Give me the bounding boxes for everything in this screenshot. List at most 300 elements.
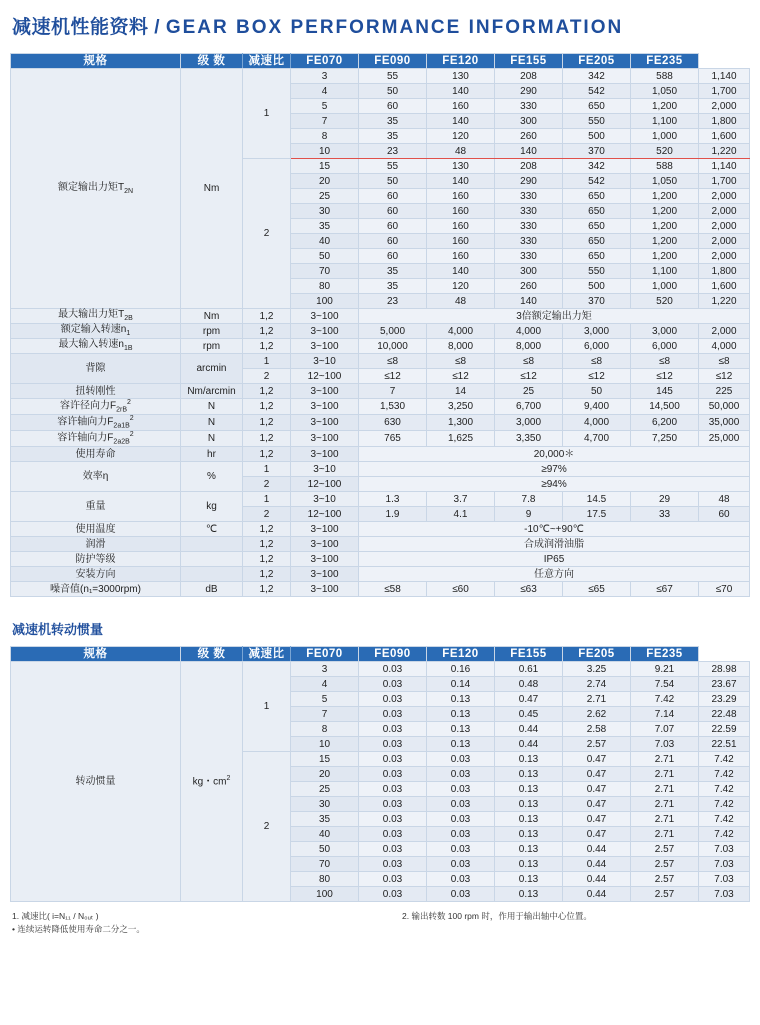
table-row <box>11 552 750 567</box>
perf-value: 160 <box>427 99 495 114</box>
inertia-value: 7.42 <box>631 692 699 707</box>
perf-spec-ratio: 3~100 <box>291 415 359 431</box>
inertia-value: 0.03 <box>359 722 427 737</box>
perf-spec-ratio: 3~100 <box>291 582 359 597</box>
perf-value: ≤8 <box>563 354 631 369</box>
perf-spec-label: 扭转刚性 <box>11 384 181 399</box>
perf-value: 1,140 <box>699 69 750 84</box>
perf-value: 300 <box>495 114 563 129</box>
perf-value: 35 <box>359 279 427 294</box>
inertia-value: 9.21 <box>631 662 699 677</box>
inertia-ratio: 8 <box>291 722 359 737</box>
inertia-value: 2.71 <box>631 827 699 842</box>
inertia-header-row <box>11 647 750 662</box>
perf-value: 1,000 <box>631 129 699 144</box>
table-row <box>11 447 750 462</box>
inertia-ratio: 25 <box>291 782 359 797</box>
perf-value: ≤65 <box>563 582 631 597</box>
perf-value: 4,000 <box>427 324 495 339</box>
perf-span-value: 任意方向 <box>359 567 750 582</box>
perf-value: 330 <box>495 189 563 204</box>
perf-value: 48 <box>427 294 495 309</box>
inertia-value: 0.45 <box>495 707 563 722</box>
perf-value: 330 <box>495 204 563 219</box>
perf-value: 3,000 <box>631 324 699 339</box>
perf-value: 1.3 <box>359 492 427 507</box>
perf-value: 55 <box>359 69 427 84</box>
inertia-value: 7.03 <box>699 872 750 887</box>
inertia-value: 0.47 <box>563 797 631 812</box>
inertia-value: 7.42 <box>699 812 750 827</box>
perf-value: ≤8 <box>495 354 563 369</box>
inertia-value: 0.13 <box>495 767 563 782</box>
inertia-value: 0.44 <box>563 887 631 902</box>
perf-value: ≤8 <box>631 354 699 369</box>
inertia-value: 0.44 <box>495 722 563 737</box>
inertia-value: 0.03 <box>427 797 495 812</box>
inertia-value: 0.47 <box>563 812 631 827</box>
perf-spec-label: 润滑 <box>11 537 181 552</box>
inertia-value: 0.13 <box>495 857 563 872</box>
inertia-value: 22.59 <box>699 722 750 737</box>
inertia-stage-1: 1 <box>243 662 291 752</box>
perf-value: 588 <box>631 159 699 174</box>
perf-ratio: 3 <box>291 69 359 84</box>
inertia-value: 0.13 <box>495 782 563 797</box>
inertia-value: 0.03 <box>427 887 495 902</box>
perf-value: ≤8 <box>359 354 427 369</box>
inertia-value: 0.03 <box>427 782 495 797</box>
page-title-zh: 减速机性能资料 / <box>12 17 161 38</box>
perf-spec-stage: 2 <box>243 477 291 492</box>
perf-spec-ratio: 12~100 <box>291 477 359 492</box>
perf-value: 208 <box>495 69 563 84</box>
perf-header-row <box>11 54 750 69</box>
perf-value: 630 <box>359 415 427 431</box>
inertia-value: 2.71 <box>631 812 699 827</box>
perf-value: ≤60 <box>427 582 495 597</box>
perf-spec-stage: 1 <box>243 462 291 477</box>
perf-spec-unit: kg <box>181 492 243 522</box>
inertia-value: 23.29 <box>699 692 750 707</box>
inertia-value: 0.03 <box>359 812 427 827</box>
perf-value: 60 <box>359 234 427 249</box>
inertia-value: 0.47 <box>495 692 563 707</box>
page-title <box>12 12 750 39</box>
perf-value: 160 <box>427 189 495 204</box>
perf-spec-label: 防护等级 <box>11 552 181 567</box>
perf-value: 330 <box>495 249 563 264</box>
inertia-value: 3.25 <box>563 662 631 677</box>
inertia-value: 0.14 <box>427 677 495 692</box>
perf-value: 60 <box>359 204 427 219</box>
inertia-unit: kg・$cm^2$ <box>181 662 243 902</box>
perf-spec-stage: 1,2 <box>243 582 291 597</box>
perf-value: 650 <box>563 99 631 114</box>
inertia-table <box>10 646 750 902</box>
perf-ratio: 70 <box>291 264 359 279</box>
inertia-value: 2.58 <box>563 722 631 737</box>
perf-value: 550 <box>563 114 631 129</box>
perf-value: 1,700 <box>699 174 750 189</box>
perf-value: 650 <box>563 234 631 249</box>
perf-spec-ratio: 3~100 <box>291 552 359 567</box>
perf-ratio: 8 <box>291 129 359 144</box>
inertia-header-fe070: FE070 <box>291 647 359 662</box>
perf-spec-stage: 1,2 <box>243 537 291 552</box>
inertia-value: 0.03 <box>427 872 495 887</box>
perf-spec-label: 效率η <box>11 462 181 492</box>
perf-value: 23 <box>359 294 427 309</box>
perf-spec-unit: N <box>181 431 243 447</box>
inertia-value: 0.13 <box>495 872 563 887</box>
perf-ratio: 30 <box>291 204 359 219</box>
perf-value: 520 <box>631 294 699 309</box>
performance-table <box>10 53 750 597</box>
perf-value: 25 <box>495 384 563 399</box>
perf-span-value: 20,000＊ <box>359 447 750 462</box>
perf-value: 6,000 <box>631 339 699 354</box>
perf-value: 765 <box>359 431 427 447</box>
perf-value: 140 <box>427 264 495 279</box>
table-row <box>11 399 750 415</box>
inertia-ratio: 15 <box>291 752 359 767</box>
perf-value: 1,300 <box>427 415 495 431</box>
inertia-value: 7.03 <box>699 842 750 857</box>
inertia-value: 0.47 <box>563 767 631 782</box>
perf-value: 1,100 <box>631 264 699 279</box>
perf-spec-stage: 1,2 <box>243 324 291 339</box>
perf-value: 500 <box>563 279 631 294</box>
perf-value: 1,050 <box>631 174 699 189</box>
table-row <box>11 462 750 477</box>
perf-spec-ratio: 12~100 <box>291 507 359 522</box>
inertia-value: 2.71 <box>631 752 699 767</box>
perf-value: 1,200 <box>631 99 699 114</box>
perf-spec-ratio: 3~100 <box>291 537 359 552</box>
perf-value: 370 <box>563 144 631 159</box>
perf-value: 542 <box>563 84 631 99</box>
perf-value: 588 <box>631 69 699 84</box>
perf-spec-ratio: 3~100 <box>291 399 359 415</box>
perf-value: 1,600 <box>699 129 750 144</box>
inertia-value: 0.03 <box>359 797 427 812</box>
perf-value: 1,600 <box>699 279 750 294</box>
inertia-value: 0.03 <box>359 872 427 887</box>
perf-spec-stage: 1,2 <box>243 384 291 399</box>
perf-ratio: 15 <box>291 159 359 174</box>
inertia-value: 23.67 <box>699 677 750 692</box>
perf-value: 550 <box>563 264 631 279</box>
page-title-en: GEAR BOX PERFORMANCE INFORMATION <box>165 17 624 38</box>
perf-value: 4,000 <box>699 339 750 354</box>
perf-value: 2,000 <box>699 189 750 204</box>
inertia-header-stage: 级 数 <box>181 647 243 662</box>
perf-spec-ratio: 3~100 <box>291 431 359 447</box>
inertia-ratio: 50 <box>291 842 359 857</box>
inertia-value: 0.44 <box>563 842 631 857</box>
perf-value: 1,200 <box>631 204 699 219</box>
perf-spec-ratio: 3~100 <box>291 522 359 537</box>
perf-ratio: 80 <box>291 279 359 294</box>
inertia-value: 7.42 <box>699 782 750 797</box>
perf-spec-stage: 1,2 <box>243 522 291 537</box>
perf-value: 14,500 <box>631 399 699 415</box>
perf-value: 7,250 <box>631 431 699 447</box>
inertia-value: 2.71 <box>631 797 699 812</box>
perf-value: 1,140 <box>699 159 750 174</box>
perf-spec-unit: rpm <box>181 324 243 339</box>
perf-value: 650 <box>563 219 631 234</box>
perf-value: 50 <box>359 84 427 99</box>
table-row <box>11 582 750 597</box>
perf-value: 3.7 <box>427 492 495 507</box>
inertia-value: 0.03 <box>359 827 427 842</box>
perf-span-value: 3倍额定输出力矩 <box>359 309 750 324</box>
inertia-label: 转动惯量 <box>11 662 181 902</box>
perf-value: 1,530 <box>359 399 427 415</box>
perf-value: 17.5 <box>563 507 631 522</box>
inertia-ratio: 10 <box>291 737 359 752</box>
inertia-value: 7.03 <box>699 857 750 872</box>
inertia-value: 2.71 <box>563 692 631 707</box>
inertia-value: 0.44 <box>563 857 631 872</box>
inertia-value: 0.13 <box>495 812 563 827</box>
perf-spec-unit <box>181 537 243 552</box>
perf-span-value: ≥94% <box>359 477 750 492</box>
perf-value: 160 <box>427 234 495 249</box>
perf-value: 500 <box>563 129 631 144</box>
perf-value: 8,000 <box>495 339 563 354</box>
perf-value: 4.1 <box>427 507 495 522</box>
perf-spec-label: 噪音值(n₁=3000rpm) <box>11 582 181 597</box>
perf-value: ≤12 <box>427 369 495 384</box>
footnote-2: 2. 输出转数 100 rpm 时，作用于输出轴中心位置。 <box>402 911 592 922</box>
perf-value: 1,200 <box>631 219 699 234</box>
perf-spec-unit <box>181 552 243 567</box>
perf-header-fe120: FE120 <box>427 54 495 69</box>
perf-value: 23 <box>359 144 427 159</box>
inertia-header-fe155: FE155 <box>495 647 563 662</box>
perf-spec-unit: Nm/arcmin <box>181 384 243 399</box>
perf-value: 300 <box>495 264 563 279</box>
perf-spec-unit: arcmin <box>181 354 243 384</box>
inertia-value: 0.03 <box>359 677 427 692</box>
perf-spec-label: 容许轴向力$F_{2a1B}^2$ <box>11 415 181 431</box>
perf-value: 330 <box>495 219 563 234</box>
inertia-value: 7.54 <box>631 677 699 692</box>
perf-value: 140 <box>495 294 563 309</box>
inertia-value: 22.48 <box>699 707 750 722</box>
perf-stage-1: 1 <box>243 69 291 159</box>
perf-value: 35 <box>359 114 427 129</box>
perf-value: 2,000 <box>699 99 750 114</box>
perf-ratio: 10 <box>291 144 359 159</box>
perf-spec-label: 最大输入转速$n_{1B}$ <box>11 339 181 354</box>
perf-value: 160 <box>427 249 495 264</box>
inertia-value: 7.03 <box>699 887 750 902</box>
inertia-ratio: 4 <box>291 677 359 692</box>
perf-spec-label: 使用温度 <box>11 522 181 537</box>
perf-value: 7 <box>359 384 427 399</box>
perf-value: 520 <box>631 144 699 159</box>
inertia-value: 2.57 <box>631 842 699 857</box>
perf-value: 4,000 <box>495 324 563 339</box>
inertia-header-fe090: FE090 <box>359 647 427 662</box>
perf-value: 29 <box>631 492 699 507</box>
perf-value: ≤70 <box>699 582 750 597</box>
inertia-value: 0.03 <box>359 767 427 782</box>
perf-value: 140 <box>427 174 495 189</box>
perf-spec-ratio: 3~100 <box>291 384 359 399</box>
perf-spec-unit: dB <box>181 582 243 597</box>
perf-value: 1,625 <box>427 431 495 447</box>
perf-spec-stage: 2 <box>243 507 291 522</box>
inertia-value: 0.03 <box>427 812 495 827</box>
inertia-value: 0.13 <box>427 737 495 752</box>
perf-header-fe205: FE205 <box>563 54 631 69</box>
perf-ratio: 35 <box>291 219 359 234</box>
perf-value: 48 <box>427 144 495 159</box>
inertia-value: 7.42 <box>699 797 750 812</box>
perf-value: 50 <box>563 384 631 399</box>
perf-header-stage: 级 数 <box>181 54 243 69</box>
perf-value: 260 <box>495 129 563 144</box>
perf-value: 50 <box>359 174 427 189</box>
perf-header-fe235: FE235 <box>631 54 699 69</box>
perf-value: 160 <box>427 219 495 234</box>
perf-value: 2,000 <box>699 324 750 339</box>
inertia-value: 7.42 <box>699 767 750 782</box>
perf-header-fe155: FE155 <box>495 54 563 69</box>
perf-spec-unit: Nm <box>181 309 243 324</box>
perf-torque-unit: Nm <box>181 69 243 309</box>
inertia-stage-2: 2 <box>243 752 291 902</box>
inertia-value: 0.61 <box>495 662 563 677</box>
perf-value: 9,400 <box>563 399 631 415</box>
perf-spec-ratio: 3~100 <box>291 567 359 582</box>
inertia-value: 0.47 <box>563 827 631 842</box>
perf-value: 1,220 <box>699 144 750 159</box>
inertia-value: 0.03 <box>359 842 427 857</box>
inertia-value: 0.03 <box>359 737 427 752</box>
perf-spec-unit: % <box>181 462 243 492</box>
perf-value: 1,800 <box>699 114 750 129</box>
perf-spec-label: 重量 <box>11 492 181 522</box>
perf-value: 2,000 <box>699 219 750 234</box>
perf-value: 9 <box>495 507 563 522</box>
perf-value: 33 <box>631 507 699 522</box>
perf-value: 60 <box>359 249 427 264</box>
perf-value: 160 <box>427 204 495 219</box>
perf-spec-ratio: 3~100 <box>291 447 359 462</box>
perf-value: 650 <box>563 189 631 204</box>
table-row <box>11 69 750 84</box>
inertia-value: 0.13 <box>427 707 495 722</box>
perf-value: 14 <box>427 384 495 399</box>
perf-spec-unit: N <box>181 415 243 431</box>
perf-value: 6,700 <box>495 399 563 415</box>
perf-value: 1,200 <box>631 249 699 264</box>
perf-ratio: 40 <box>291 234 359 249</box>
inertia-value: 0.13 <box>495 797 563 812</box>
perf-value: 130 <box>427 159 495 174</box>
table-row <box>11 354 750 369</box>
perf-spec-label: 容许径向力$F_{2rB}^2$ <box>11 399 181 415</box>
perf-value: 145 <box>631 384 699 399</box>
perf-spec-ratio: 3~100 <box>291 309 359 324</box>
perf-spec-label: 背隙 <box>11 354 181 384</box>
inertia-value: 0.03 <box>359 707 427 722</box>
inertia-value: 0.03 <box>359 782 427 797</box>
perf-value: 2,000 <box>699 204 750 219</box>
perf-value: 8,000 <box>427 339 495 354</box>
perf-value: 120 <box>427 279 495 294</box>
table-row <box>11 339 750 354</box>
perf-value: 3,250 <box>427 399 495 415</box>
perf-spec-ratio: 3~10 <box>291 492 359 507</box>
inertia-value: 0.44 <box>495 737 563 752</box>
inertia-value: 0.13 <box>427 722 495 737</box>
perf-ratio: 50 <box>291 249 359 264</box>
inertia-value: 0.48 <box>495 677 563 692</box>
inertia-value: 2.71 <box>631 782 699 797</box>
table-row <box>11 522 750 537</box>
inertia-ratio: 7 <box>291 707 359 722</box>
perf-value: 3,350 <box>495 431 563 447</box>
perf-value: ≤12 <box>699 369 750 384</box>
inertia-value: 0.13 <box>495 752 563 767</box>
perf-value: 60 <box>359 219 427 234</box>
perf-ratio: 25 <box>291 189 359 204</box>
perf-value: 6,000 <box>563 339 631 354</box>
inertia-ratio: 80 <box>291 872 359 887</box>
perf-spec-stage: 1,2 <box>243 447 291 462</box>
perf-spec-label: 容许轴向力$F_{2a2B}^2$ <box>11 431 181 447</box>
perf-value: 120 <box>427 129 495 144</box>
table-row <box>11 324 750 339</box>
inertia-header-fe120: FE120 <box>427 647 495 662</box>
table-row <box>11 384 750 399</box>
perf-spec-stage: 1,2 <box>243 399 291 415</box>
perf-spec-stage: 1,2 <box>243 431 291 447</box>
perf-stage-2: 2 <box>243 159 291 309</box>
perf-ratio: 7 <box>291 114 359 129</box>
perf-spec-label: 使用寿命 <box>11 447 181 462</box>
perf-value: ≤12 <box>563 369 631 384</box>
perf-ratio: 20 <box>291 174 359 189</box>
inertia-value: 0.44 <box>563 872 631 887</box>
footnote-1: 1. 减速比( i=N₁₁ / N₀ᵤₜ ) <box>12 911 99 922</box>
perf-header-spec: 规格 <box>11 54 181 69</box>
perf-value: 140 <box>427 114 495 129</box>
footnotes <box>10 910 750 940</box>
perf-value: 14.5 <box>563 492 631 507</box>
perf-value: 330 <box>495 99 563 114</box>
perf-value: 542 <box>563 174 631 189</box>
perf-value: 55 <box>359 159 427 174</box>
perf-value: 4,700 <box>563 431 631 447</box>
perf-header-fe090: FE090 <box>359 54 427 69</box>
perf-value: 290 <box>495 84 563 99</box>
perf-value: 35 <box>359 129 427 144</box>
perf-value: 35 <box>359 264 427 279</box>
inertia-value: 7.07 <box>631 722 699 737</box>
inertia-ratio: 20 <box>291 767 359 782</box>
perf-value: 1,220 <box>699 294 750 309</box>
inertia-value: 2.62 <box>563 707 631 722</box>
perf-spec-unit: hr <box>181 447 243 462</box>
